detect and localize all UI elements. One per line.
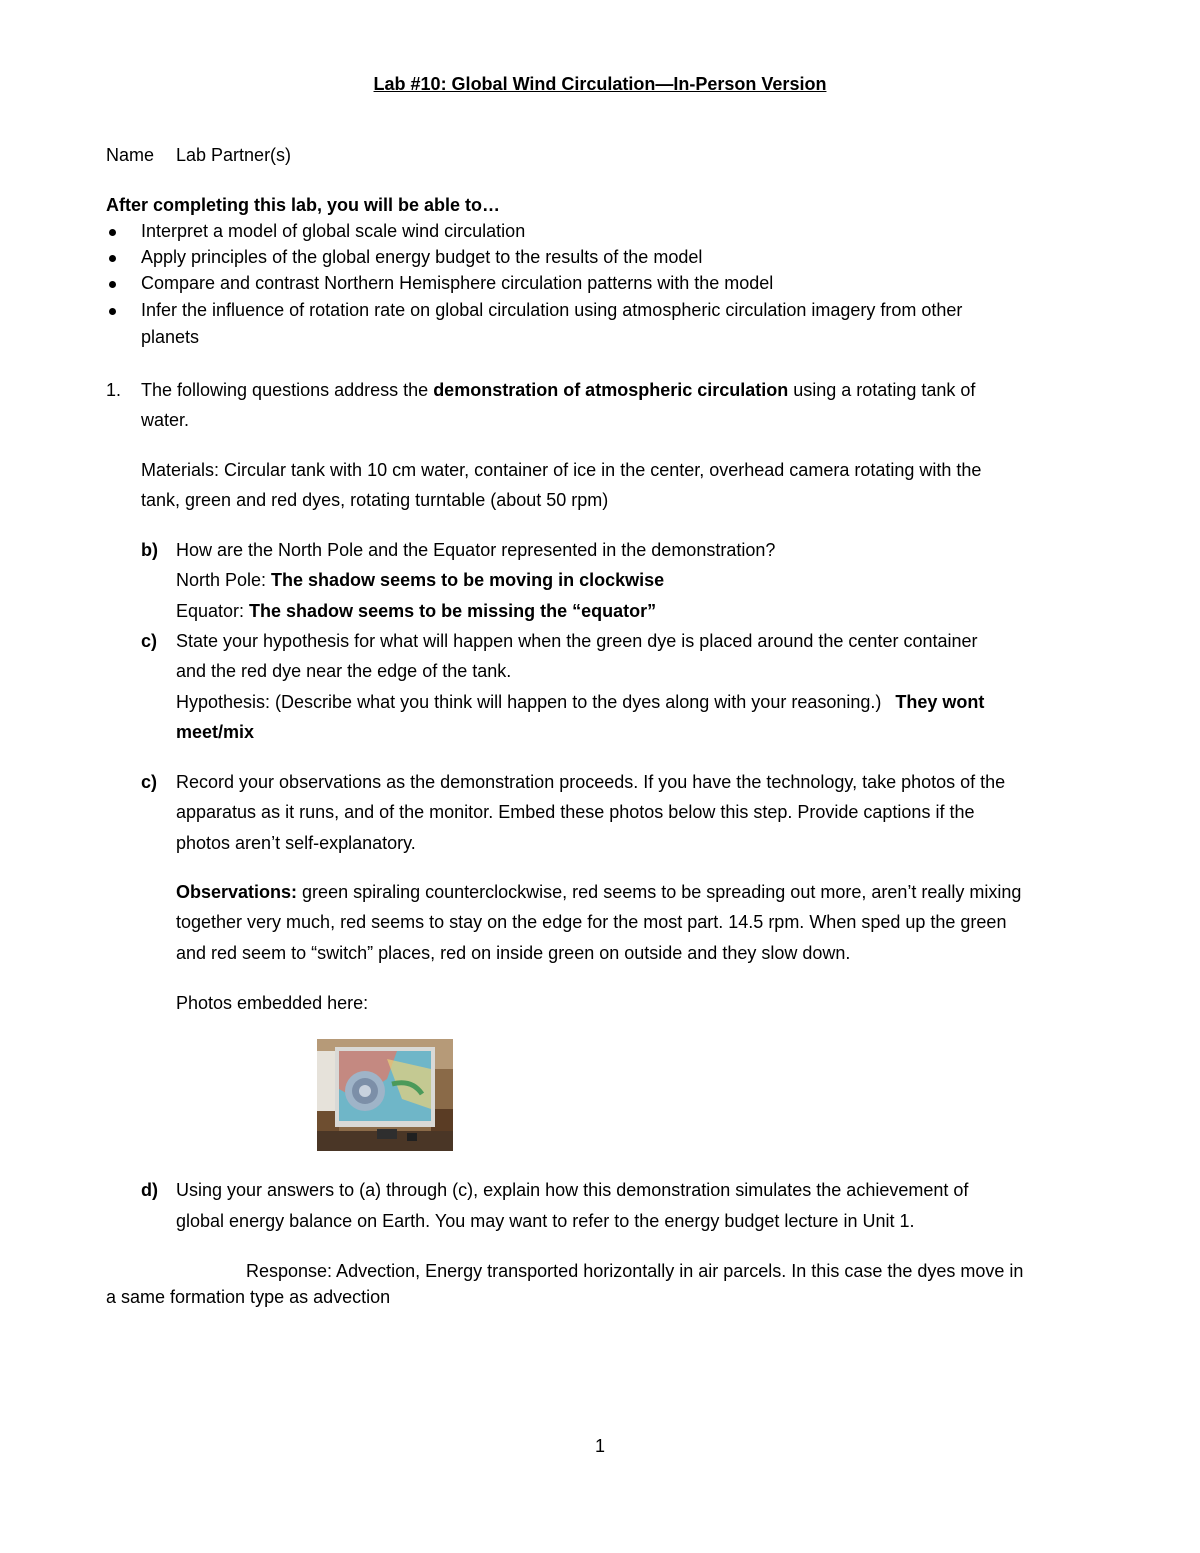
objectives-heading: After completing this lab, you will be able to…	[106, 195, 501, 215]
objective-item: Apply principles of the global energy budget to the results of the model	[141, 247, 703, 267]
projector-photo-image	[317, 1039, 453, 1151]
objective-item: Interpret a model of global scale wind circulation	[141, 221, 526, 241]
equator-line	[176, 601, 656, 622]
part-b-question: How are the North Pole and the Equator represented in the demonstration?	[176, 540, 776, 560]
page-number: 1	[594, 1436, 605, 1456]
part-c2-line1: Record your observations as the demonstration proceeds. If you have the technology, take photos of the	[176, 772, 1006, 792]
embedded-photo	[317, 1039, 453, 1151]
part-c2-line3: photos aren’t self-explanatory.	[176, 833, 416, 853]
response-line1: Response: Advection, Energy transported horizontally in air parcels. In this case the dyes move in	[246, 1261, 1024, 1281]
observations-text: green spiraling counterclockwise, red seems to be spreading out more, aren’t really mixing	[302, 882, 1022, 902]
question-number: 1.	[106, 380, 122, 400]
name-label: Name	[106, 145, 155, 165]
equator-answer: The shadow seems to be missing the “equator”	[249, 601, 657, 621]
lab-partner-label: Lab Partner(s)	[176, 145, 292, 165]
q1-bold: demonstration of atmospheric circulation	[433, 380, 789, 400]
equator-label: Equator:	[176, 601, 250, 621]
response-line2: a same formation type as advection	[106, 1287, 391, 1307]
objective-item: Infer the influence of rotation rate on global circulation using atmospheric circulation imagery from other	[141, 300, 963, 320]
part-c-marker: c)	[141, 631, 158, 651]
part-b-marker: b)	[141, 540, 158, 560]
objective-item-continued: planets	[141, 327, 200, 347]
part-d-marker: d)	[141, 1180, 158, 1200]
bullet-icon	[109, 308, 116, 315]
observations-line1	[176, 882, 1021, 903]
bullet-icon	[109, 229, 116, 236]
bullet-icon	[109, 281, 116, 288]
hypothesis-answer-continued: meet/mix	[176, 722, 255, 742]
objective-item: Compare and contrast Northern Hemisphere circulation patterns with the model	[141, 273, 774, 293]
part-c2-marker: c)	[141, 772, 158, 792]
part-d-line2: global energy balance on Earth. You may want to refer to the energy budget lecture in Unit 1.	[176, 1211, 915, 1231]
hypothesis-line	[176, 692, 984, 713]
part-c2-line2: apparatus as it runs, and of the monitor. Embed these photos below this step. Provide captions if the	[176, 802, 975, 822]
observations-line3: and red seem to “switch” places, red on inside green on outside and they slow down.	[176, 943, 851, 963]
north-pole-label: North Pole:	[176, 570, 272, 590]
q1-text-end: using a rotating tank of	[788, 380, 976, 400]
question-1-line2: water.	[141, 410, 190, 430]
question-1-line1	[141, 380, 975, 401]
materials-line2: tank, green and red dyes, rotating turntable (about 50 rpm)	[141, 490, 609, 510]
part-d-line1: Using your answers to (a) through (c), explain how this demonstration simulates the achievement of	[176, 1180, 969, 1200]
hypothesis-label: Hypothesis: (Describe what you think will happen to the dyes along with your reasoning.)	[176, 692, 882, 712]
photos-label: Photos embedded here:	[176, 993, 369, 1013]
hypothesis-answer: They wont	[895, 692, 985, 712]
observations-line2: together very much, red seems to stay on the edge for the most part. 14.5 rpm. When sped up the green	[176, 912, 1007, 932]
bullet-icon	[109, 255, 116, 262]
north-pole-line	[176, 570, 664, 591]
q1-text: The following questions address the	[141, 380, 434, 400]
part-c-line1: State your hypothesis for what will happen when the green dye is placed around the center container	[176, 631, 978, 651]
observations-label: Observations:	[176, 882, 303, 902]
north-pole-answer: The shadow seems to be moving in clockwise	[271, 570, 665, 590]
part-c-line2: and the red dye near the edge of the tank.	[176, 661, 512, 681]
document-title: Lab #10: Global Wind Circulation—In-Person Version	[373, 74, 827, 94]
materials-line1: Materials: Circular tank with 10 cm water, container of ice in the center, overhead camera rotating with the	[141, 460, 982, 480]
